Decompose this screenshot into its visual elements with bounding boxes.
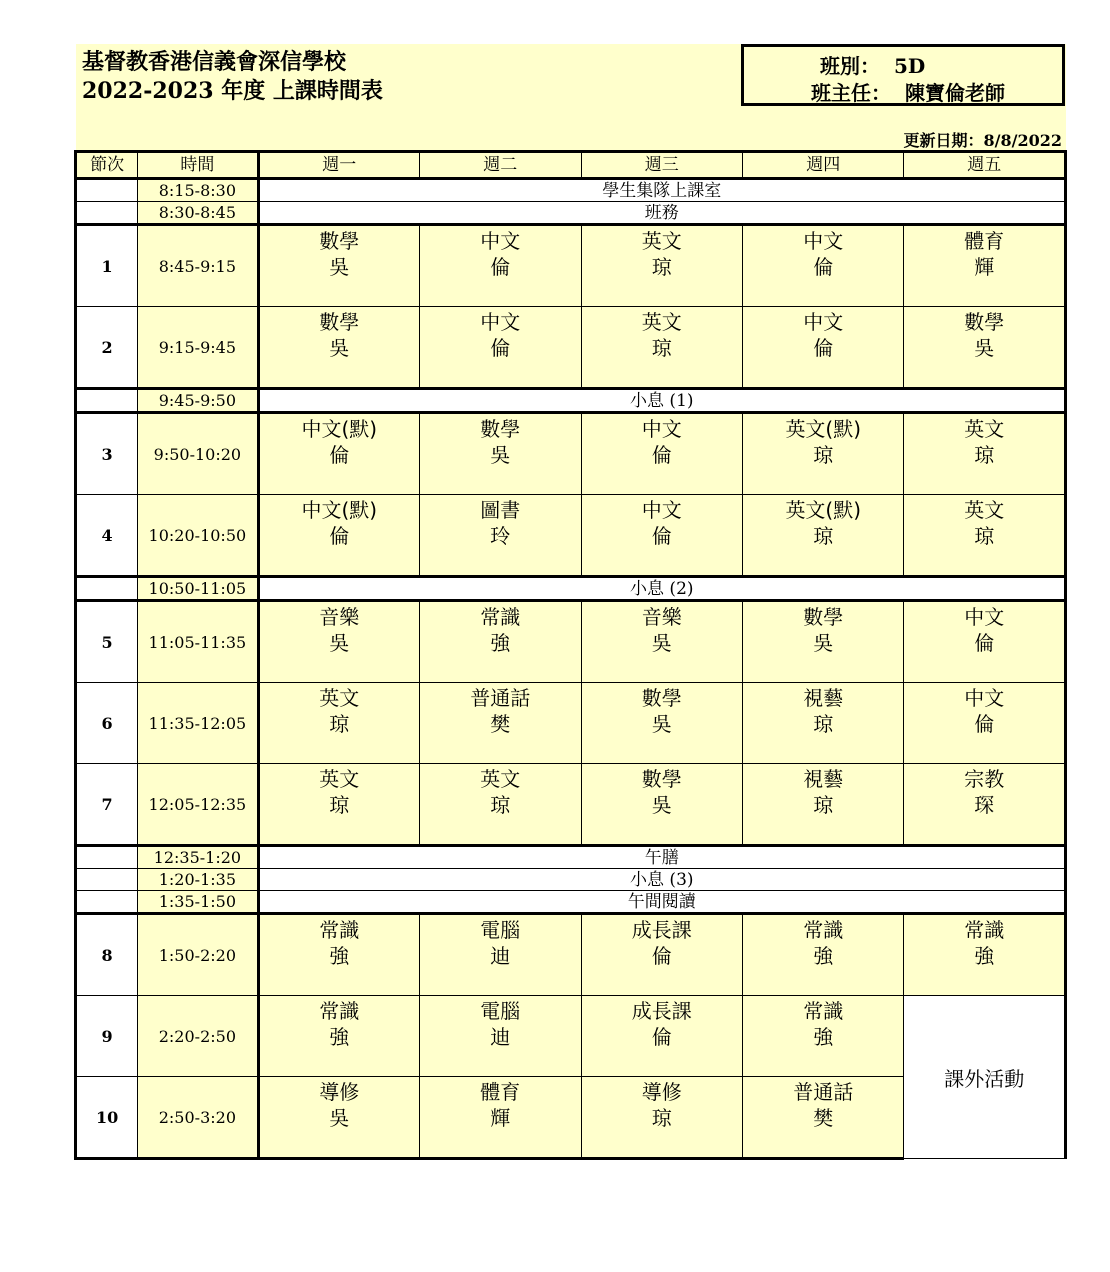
period-cell [76, 891, 138, 914]
teacher-label: 輝 [974, 255, 995, 279]
updated-date: 更新日期：8/8/2022 [903, 131, 1062, 150]
lesson-cell [581, 1077, 742, 1159]
teacher-label: 班主任： [811, 81, 891, 105]
col-header-wed: 週三 [581, 152, 742, 179]
lesson-cell [581, 307, 742, 389]
break-row [76, 846, 1066, 869]
teacher-label: 迪 [490, 1025, 511, 1049]
timetable-header [76, 44, 1066, 151]
teacher-label: 倫 [651, 944, 672, 968]
col-header-time: 時間 [138, 152, 258, 179]
period-number: 6 [76, 683, 138, 764]
break-row [76, 891, 1066, 914]
lesson-cell [420, 996, 581, 1077]
lesson-row [76, 601, 1066, 683]
teacher-label: 琼 [651, 1106, 672, 1130]
teacher-label: 吳 [651, 712, 672, 736]
period-number: 10 [76, 1077, 138, 1159]
subject-label: 常識 [319, 999, 360, 1023]
lesson-cell [420, 601, 581, 683]
teacher-label: 琼 [974, 443, 995, 467]
teacher-label: 琼 [651, 255, 672, 279]
lesson-row [76, 225, 1066, 307]
time-cell: 8:15-8:30 [138, 179, 258, 202]
subject-label: 英文 [480, 767, 521, 791]
teacher-label: 吳 [974, 336, 995, 360]
break-row [76, 179, 1066, 202]
subject-label: 英文 [964, 498, 1005, 522]
lesson-cell [581, 225, 742, 307]
subject-label: 中文 [803, 310, 844, 334]
lesson-cell [581, 601, 742, 683]
teacher-label: 倫 [974, 631, 995, 655]
period-number: 8 [76, 914, 138, 996]
lesson-cell [904, 764, 1066, 846]
time-cell: 1:20-1:35 [138, 869, 258, 891]
col-header-period: 節次 [76, 152, 138, 179]
time-cell: 9:15-9:45 [138, 307, 258, 389]
teacher-label: 琼 [813, 793, 834, 817]
teacher-label: 琼 [651, 336, 672, 360]
extracurricular-activity: 課外活動 [904, 996, 1066, 1159]
break-label: 小息 (1) [258, 389, 1065, 413]
period-number: 2 [76, 307, 138, 389]
lesson-cell [743, 225, 904, 307]
lesson-cell [904, 413, 1066, 495]
subject-label: 宗教 [964, 767, 1005, 791]
teacher-label: 倫 [651, 1025, 672, 1049]
teacher-label: 琛 [974, 793, 995, 817]
subject-label: 英文(默) [785, 498, 862, 522]
teacher-label: 琼 [329, 793, 350, 817]
lesson-cell [258, 683, 419, 764]
teacher-label: 樊 [490, 712, 511, 736]
class-value: 5D [894, 54, 926, 78]
lesson-cell [258, 1077, 419, 1159]
period-cell [76, 202, 138, 225]
subject-label: 中文(默) [301, 417, 378, 441]
teacher-label: 倫 [813, 336, 834, 360]
lesson-cell [258, 307, 419, 389]
teacher-label: 琼 [813, 443, 834, 467]
subject-label: 視藝 [803, 686, 844, 710]
break-row [76, 869, 1066, 891]
teacher-label: 倫 [974, 712, 995, 736]
lesson-cell [258, 225, 419, 307]
subject-label: 中文 [964, 605, 1005, 629]
col-header-mon: 週一 [258, 152, 419, 179]
period-number: 9 [76, 996, 138, 1077]
lesson-row [76, 307, 1066, 389]
lesson-cell [420, 307, 581, 389]
lesson-cell [743, 495, 904, 577]
period-cell [76, 389, 138, 413]
lesson-cell [904, 495, 1066, 577]
lesson-row [76, 914, 1066, 996]
col-header-thu: 週四 [743, 152, 904, 179]
teacher-label: 吳 [329, 336, 350, 360]
teacher-label: 強 [329, 1025, 350, 1049]
period-cell [76, 179, 138, 202]
lesson-cell [581, 996, 742, 1077]
subject-label: 音樂 [319, 605, 360, 629]
subject-label: 體育 [480, 1080, 521, 1104]
lesson-cell [743, 996, 904, 1077]
teacher-label: 強 [813, 944, 834, 968]
subject-label: 數學 [319, 229, 360, 253]
lesson-cell [258, 914, 419, 996]
teacher-label: 吳 [329, 1106, 350, 1130]
subject-label: 中文 [480, 229, 521, 253]
teacher-label: 輝 [490, 1106, 511, 1130]
timetable-table [74, 150, 1067, 1160]
subject-label: 普通話 [793, 1080, 854, 1104]
subject-label: 英文 [319, 767, 360, 791]
lesson-cell [258, 495, 419, 577]
timetable [74, 150, 1067, 1160]
time-cell: 10:20-10:50 [138, 495, 258, 577]
subject-label: 常識 [803, 999, 844, 1023]
subject-label: 英文 [641, 229, 682, 253]
lesson-cell [743, 914, 904, 996]
subject-label: 音樂 [641, 605, 682, 629]
subject-label: 常識 [480, 605, 521, 629]
school-name: 基督教香港信義會深信學校 [82, 49, 347, 75]
break-label: 學生集隊上課室 [258, 179, 1065, 202]
lesson-cell [420, 914, 581, 996]
col-header-tue: 週二 [420, 152, 581, 179]
break-label: 午膳 [258, 846, 1065, 869]
time-cell: 11:35-12:05 [138, 683, 258, 764]
subject-label: 中文(默) [301, 498, 378, 522]
class-row [820, 50, 925, 79]
time-cell: 8:45-9:15 [138, 225, 258, 307]
lesson-cell [420, 1077, 581, 1159]
lesson-row [76, 413, 1066, 495]
lesson-row [76, 495, 1066, 577]
lesson-cell [743, 1077, 904, 1159]
lesson-cell [743, 683, 904, 764]
teacher-label: 倫 [651, 524, 672, 548]
subject-label: 數學 [319, 310, 360, 334]
break-row [76, 202, 1066, 225]
subject-label: 體育 [964, 229, 1005, 253]
lesson-cell [904, 225, 1066, 307]
subject-label: 普通話 [470, 686, 531, 710]
lesson-row [76, 683, 1066, 764]
teacher-label: 強 [490, 631, 511, 655]
subject-label: 中文 [480, 310, 521, 334]
time-cell: 9:50-10:20 [138, 413, 258, 495]
subject-label: 視藝 [803, 767, 844, 791]
col-header-fri: 週五 [904, 152, 1066, 179]
period-number: 5 [76, 601, 138, 683]
subject-label: 英文 [641, 310, 682, 334]
lesson-cell [743, 764, 904, 846]
lesson-cell [581, 764, 742, 846]
subject-label: 導修 [641, 1080, 682, 1104]
lesson-cell [743, 601, 904, 683]
teacher-label: 琼 [813, 524, 834, 548]
class-info-box [741, 44, 1065, 106]
lesson-cell [258, 601, 419, 683]
subject-label: 圖書 [480, 498, 521, 522]
break-row [76, 389, 1066, 413]
time-cell: 12:35-1:20 [138, 846, 258, 869]
subject-label: 英文(默) [785, 417, 862, 441]
teacher-label: 倫 [329, 443, 350, 467]
time-cell: 8:30-8:45 [138, 202, 258, 225]
lesson-cell [581, 495, 742, 577]
lesson-row [76, 764, 1066, 846]
teacher-label: 琼 [490, 793, 511, 817]
subject-label: 數學 [641, 686, 682, 710]
teacher-label: 強 [813, 1025, 834, 1049]
subject-label: 數學 [480, 417, 521, 441]
lesson-cell [743, 413, 904, 495]
teacher-label: 樊 [813, 1106, 834, 1130]
teacher-label: 吳 [329, 631, 350, 655]
teacher-label: 吳 [651, 793, 672, 817]
time-cell: 10:50-11:05 [138, 577, 258, 601]
subject-label: 常識 [319, 918, 360, 942]
lesson-cell [420, 495, 581, 577]
subject-label: 英文 [319, 686, 360, 710]
break-label: 班務 [258, 202, 1065, 225]
time-cell: 1:35-1:50 [138, 891, 258, 914]
lesson-cell [420, 225, 581, 307]
teacher-label: 琼 [974, 524, 995, 548]
period-number: 7 [76, 764, 138, 846]
lesson-cell [581, 413, 742, 495]
teacher-label: 吳 [490, 443, 511, 467]
subject-label: 電腦 [480, 918, 521, 942]
lesson-cell [581, 914, 742, 996]
subject-label: 數學 [803, 605, 844, 629]
break-row [76, 577, 1066, 601]
break-label: 午間閱讀 [258, 891, 1065, 914]
period-number: 4 [76, 495, 138, 577]
timetable-title: 2022-2023 年度 上課時間表 [82, 78, 383, 104]
teacher-label: 倫 [813, 255, 834, 279]
teacher-label: 琼 [329, 712, 350, 736]
period-cell [76, 577, 138, 601]
teacher-label: 迪 [490, 944, 511, 968]
teacher-label: 倫 [329, 524, 350, 548]
teacher-label: 強 [329, 944, 350, 968]
teacher-value: 陳寶倫老師 [905, 81, 1005, 105]
subject-label: 成長課 [631, 918, 692, 942]
teacher-label: 倫 [490, 336, 511, 360]
teacher-label: 吳 [329, 255, 350, 279]
lesson-cell [904, 683, 1066, 764]
subject-label: 成長課 [631, 999, 692, 1023]
teacher-label: 琼 [813, 712, 834, 736]
period-cell [76, 869, 138, 891]
lesson-cell [904, 914, 1066, 996]
time-cell: 12:05-12:35 [138, 764, 258, 846]
lesson-row [76, 996, 1066, 1077]
subject-label: 數學 [641, 767, 682, 791]
teacher-label: 倫 [651, 443, 672, 467]
lesson-cell [904, 601, 1066, 683]
subject-label: 英文 [964, 417, 1005, 441]
subject-label: 中文 [803, 229, 844, 253]
subject-label: 常識 [964, 918, 1005, 942]
break-label: 小息 (2) [258, 577, 1065, 601]
lesson-cell [420, 683, 581, 764]
period-cell [76, 846, 138, 869]
subject-label: 導修 [319, 1080, 360, 1104]
time-cell: 1:50-2:20 [138, 914, 258, 996]
period-number: 3 [76, 413, 138, 495]
teacher-label: 強 [974, 944, 995, 968]
lesson-cell [420, 764, 581, 846]
subject-label: 中文 [964, 686, 1005, 710]
teacher-label: 吳 [813, 631, 834, 655]
lesson-cell [743, 307, 904, 389]
break-label: 小息 (3) [258, 869, 1065, 891]
lesson-cell [258, 413, 419, 495]
lesson-cell [581, 683, 742, 764]
teacher-label: 吳 [651, 631, 672, 655]
time-cell: 2:20-2:50 [138, 996, 258, 1077]
time-cell: 2:50-3:20 [138, 1077, 258, 1159]
header-row [76, 152, 1066, 179]
lesson-cell [258, 764, 419, 846]
teacher-label: 玲 [490, 524, 511, 548]
lesson-cell [420, 413, 581, 495]
subject-label: 中文 [641, 417, 682, 441]
lesson-cell [258, 996, 419, 1077]
subject-label: 數學 [964, 310, 1005, 334]
period-number: 1 [76, 225, 138, 307]
teacher-row [811, 77, 1005, 106]
class-label: 班別： [820, 54, 880, 78]
subject-label: 電腦 [480, 999, 521, 1023]
time-cell: 11:05-11:35 [138, 601, 258, 683]
subject-label: 中文 [641, 498, 682, 522]
subject-label: 常識 [803, 918, 844, 942]
teacher-label: 倫 [490, 255, 511, 279]
time-cell: 9:45-9:50 [138, 389, 258, 413]
lesson-cell [904, 307, 1066, 389]
